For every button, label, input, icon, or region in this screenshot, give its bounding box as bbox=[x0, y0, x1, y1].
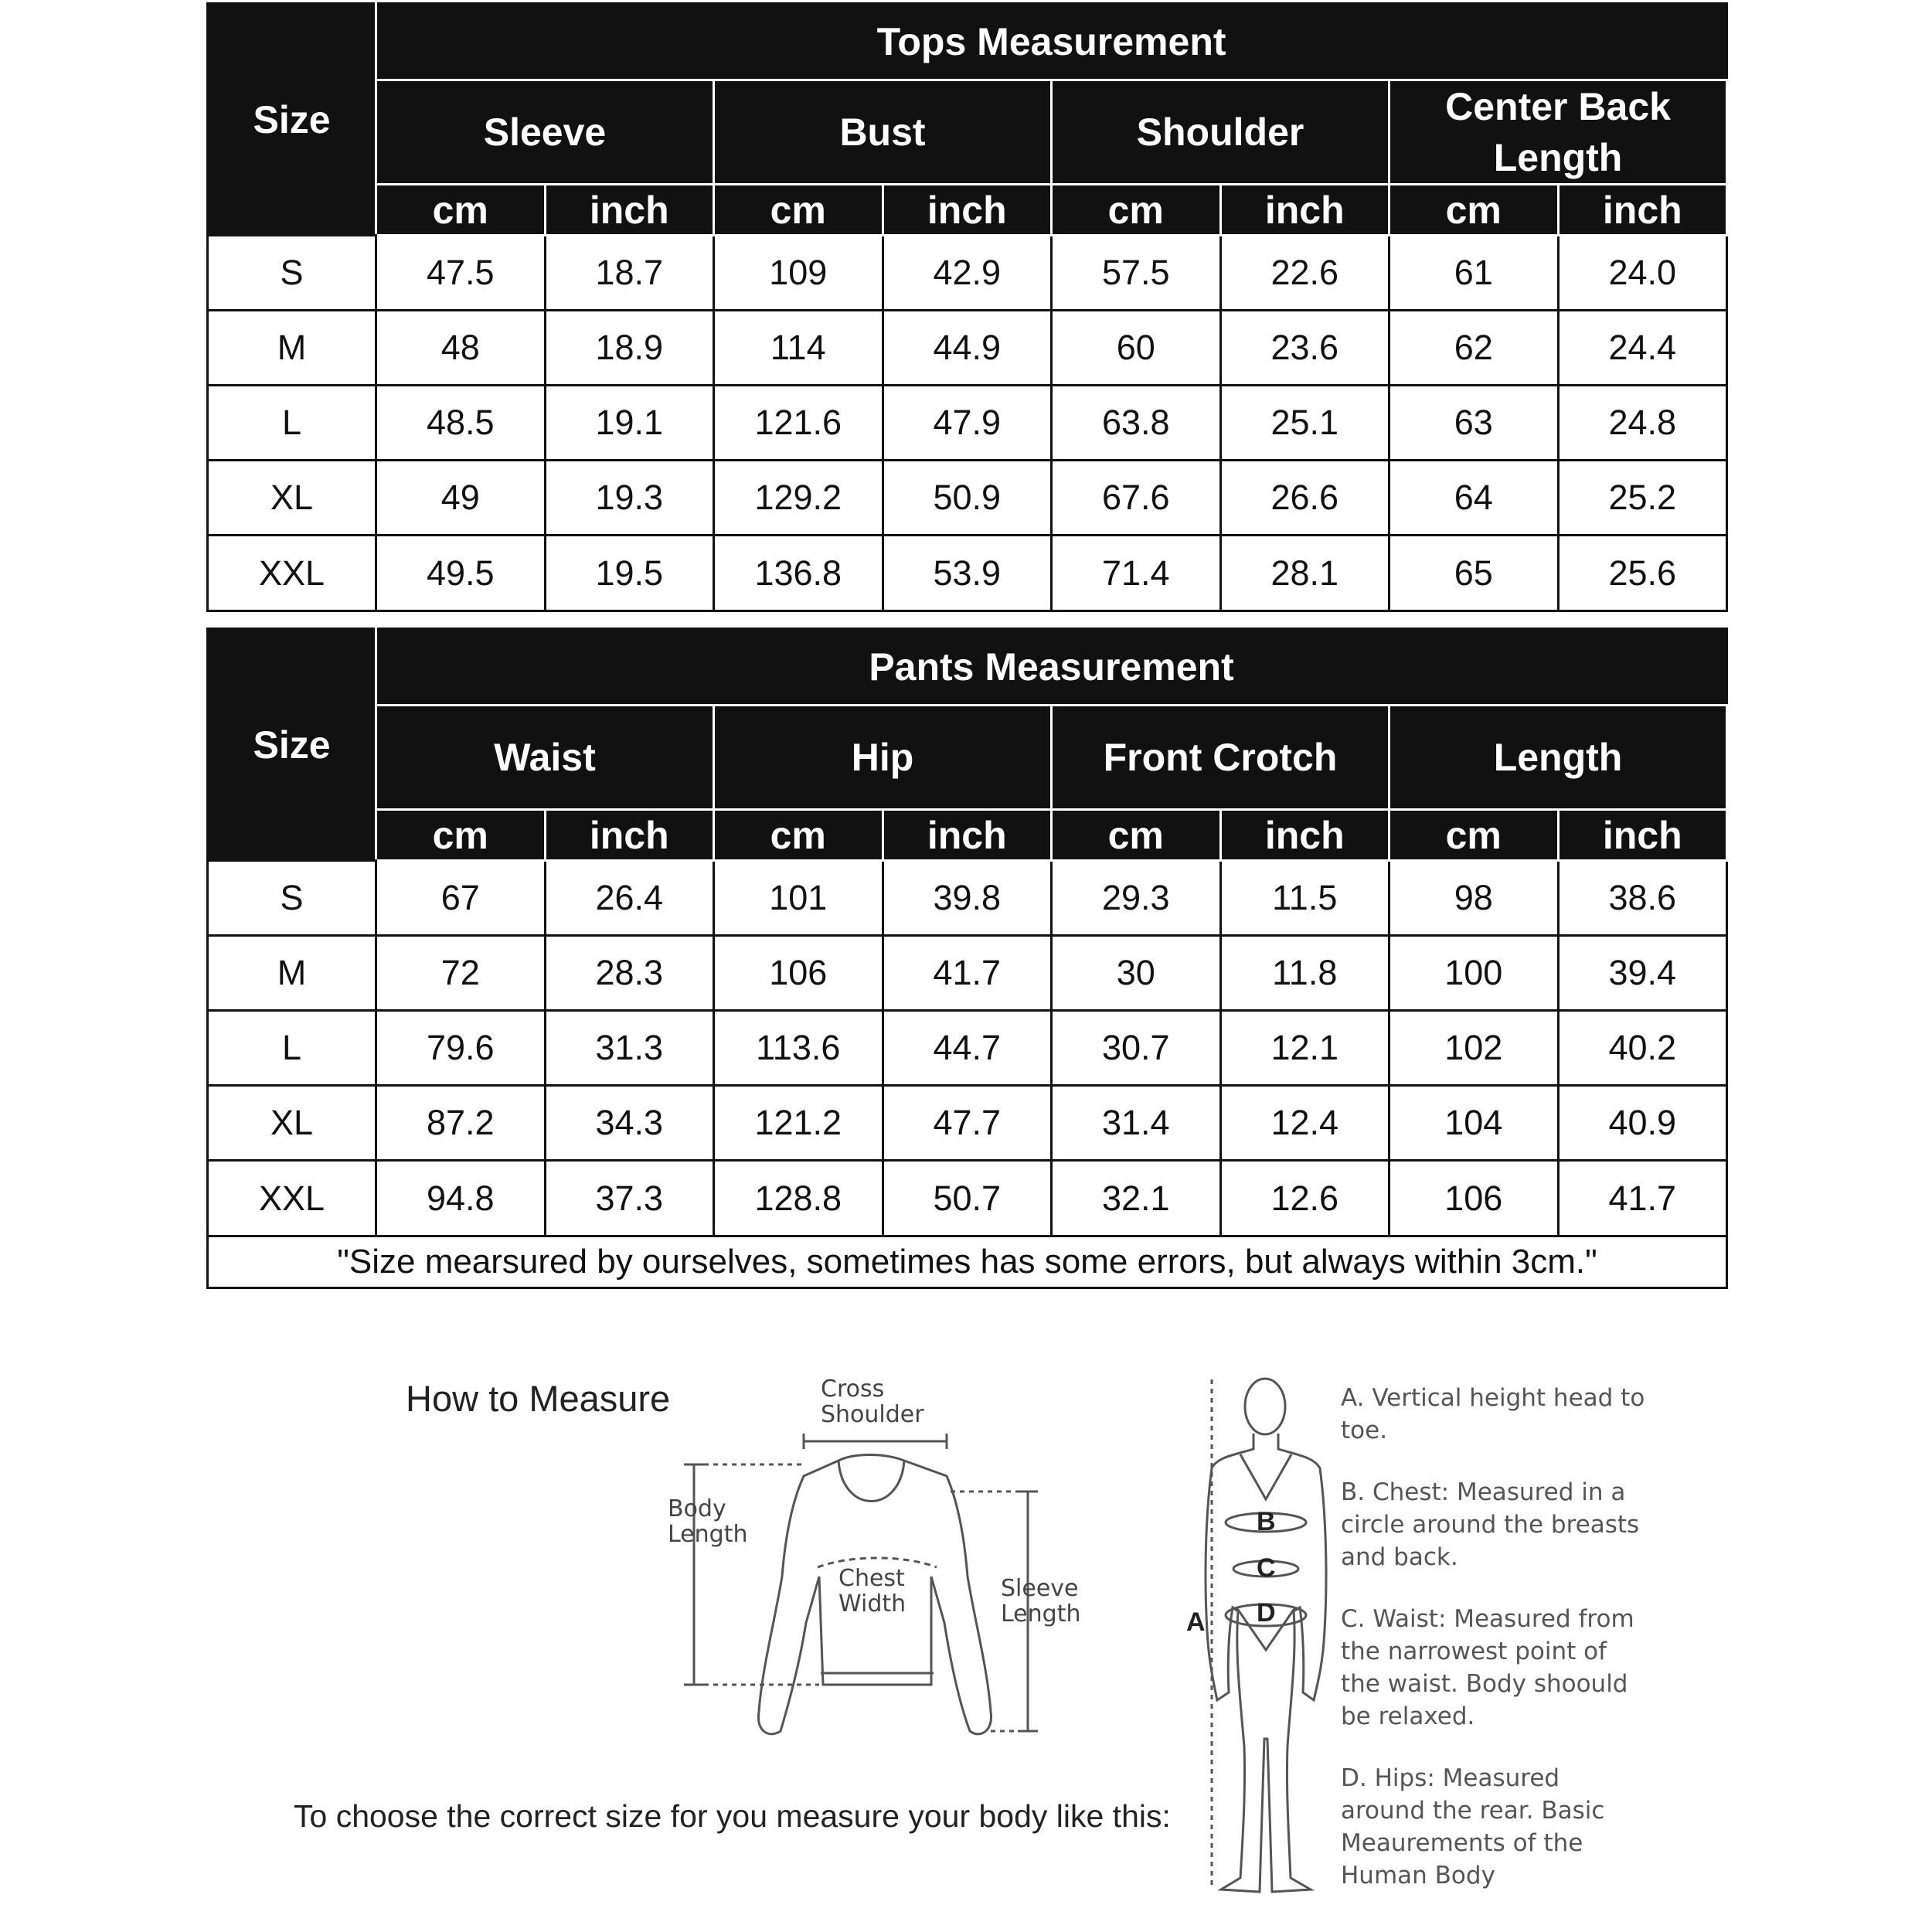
value-cell: 25.6 bbox=[1558, 536, 1727, 611]
legend-text: Hips: Measured around the rear. Basic Meaurements of the Human Body bbox=[1341, 1764, 1605, 1889]
value-cell: 24.0 bbox=[1558, 236, 1727, 311]
body-length-label: Body bbox=[668, 1495, 726, 1522]
group-header-front-crotch: Front Crotch bbox=[1052, 706, 1389, 810]
legend-item bbox=[1341, 1603, 1650, 1733]
group-header-hip: Hip bbox=[714, 706, 1052, 810]
unit-header: inch bbox=[1220, 185, 1389, 236]
value-cell: 44.7 bbox=[883, 1011, 1052, 1086]
tops-table-body bbox=[208, 236, 1727, 611]
value-cell: 38.6 bbox=[1558, 861, 1727, 936]
value-cell: 24.4 bbox=[1558, 311, 1727, 386]
value-cell: 61 bbox=[1389, 236, 1559, 311]
value-cell: 65 bbox=[1389, 536, 1559, 611]
value-cell: 12.6 bbox=[1220, 1161, 1389, 1236]
value-cell: 102 bbox=[1389, 1011, 1559, 1086]
how-to-measure-title: How to Measure bbox=[406, 1378, 671, 1419]
value-cell: 26.4 bbox=[545, 861, 714, 936]
legend-key: A. bbox=[1341, 1384, 1365, 1412]
value-cell: 49.5 bbox=[376, 536, 546, 611]
size-cell: S bbox=[208, 236, 376, 311]
value-cell: 31.3 bbox=[545, 1011, 714, 1086]
value-cell: 109 bbox=[714, 236, 883, 311]
group-header-shoulder: Shoulder bbox=[1052, 80, 1389, 185]
value-cell: 47.5 bbox=[376, 236, 546, 311]
body-outline bbox=[1206, 1434, 1326, 1892]
value-cell: 50.9 bbox=[883, 461, 1052, 536]
group-header-length: Length bbox=[1389, 706, 1727, 810]
size-cell: S bbox=[208, 861, 376, 936]
unit-header: inch bbox=[883, 810, 1052, 861]
value-cell: 26.6 bbox=[1220, 461, 1389, 536]
group-header-center-back-length: Center Back Length bbox=[1389, 80, 1727, 185]
measurement-legend bbox=[1341, 1382, 1650, 1921]
unit-header: cm bbox=[1052, 185, 1221, 236]
legend-item bbox=[1341, 1382, 1650, 1447]
value-cell: 47.9 bbox=[883, 386, 1052, 461]
table-row bbox=[208, 1011, 1727, 1086]
value-cell: 121.6 bbox=[714, 386, 883, 461]
value-cell: 98 bbox=[1389, 861, 1559, 936]
body-letter-c: C bbox=[1257, 1553, 1276, 1583]
body-letter-d: D bbox=[1257, 1598, 1276, 1628]
size-cell: M bbox=[208, 936, 376, 1011]
size-cell: L bbox=[208, 386, 376, 461]
value-cell: 28.3 bbox=[545, 936, 714, 1011]
body-measurement-diagram bbox=[1159, 1368, 1345, 1909]
value-cell: 12.1 bbox=[1220, 1011, 1389, 1086]
value-cell: 64 bbox=[1389, 461, 1559, 536]
size-cell: XL bbox=[208, 1086, 376, 1161]
value-cell: 50.7 bbox=[883, 1161, 1052, 1236]
value-cell: 94.8 bbox=[376, 1161, 546, 1236]
table-row bbox=[208, 461, 1727, 536]
size-cell: XXL bbox=[208, 1161, 376, 1236]
value-cell: 128.8 bbox=[714, 1161, 883, 1236]
legend-key: D. bbox=[1341, 1764, 1367, 1792]
unit-header: cm bbox=[714, 810, 883, 861]
value-cell: 106 bbox=[1389, 1161, 1559, 1236]
tops-measurement-table bbox=[206, 2, 1728, 612]
value-cell: 28.1 bbox=[1220, 536, 1389, 611]
value-cell: 113.6 bbox=[714, 1011, 883, 1086]
value-cell: 136.8 bbox=[714, 536, 883, 611]
unit-header: inch bbox=[1558, 810, 1727, 861]
value-cell: 30.7 bbox=[1052, 1011, 1221, 1086]
value-cell: 44.9 bbox=[883, 311, 1052, 386]
unit-header: inch bbox=[1220, 810, 1389, 861]
value-cell: 104 bbox=[1389, 1086, 1559, 1161]
table-row bbox=[208, 386, 1727, 461]
value-cell: 32.1 bbox=[1052, 1161, 1221, 1236]
value-cell: 79.6 bbox=[376, 1011, 546, 1086]
legend-key: C. bbox=[1341, 1605, 1366, 1633]
cross-shoulder-label: Cross bbox=[821, 1376, 885, 1403]
value-cell: 63.8 bbox=[1052, 386, 1221, 461]
value-cell: 18.9 bbox=[545, 311, 714, 386]
value-cell: 18.7 bbox=[545, 236, 714, 311]
value-cell: 87.2 bbox=[376, 1086, 546, 1161]
value-cell: 40.9 bbox=[1558, 1086, 1727, 1161]
value-cell: 25.1 bbox=[1220, 386, 1389, 461]
value-cell: 39.8 bbox=[883, 861, 1052, 936]
value-cell: 67.6 bbox=[1052, 461, 1221, 536]
legend-item bbox=[1341, 1476, 1650, 1573]
cross-shoulder-label: Shoulder bbox=[821, 1401, 924, 1428]
value-cell: 19.3 bbox=[545, 461, 714, 536]
value-cell: 24.8 bbox=[1558, 386, 1727, 461]
value-cell: 40.2 bbox=[1558, 1011, 1727, 1086]
legend-text: Chest: Measured in a circle around the breasts and back. bbox=[1341, 1478, 1640, 1571]
unit-header: inch bbox=[545, 185, 714, 236]
body-head bbox=[1245, 1379, 1285, 1434]
value-cell: 57.5 bbox=[1052, 236, 1221, 311]
unit-header: inch bbox=[883, 185, 1052, 236]
group-header-waist: Waist bbox=[376, 706, 714, 810]
value-cell: 34.3 bbox=[545, 1086, 714, 1161]
value-cell: 63 bbox=[1389, 386, 1559, 461]
value-cell: 25.2 bbox=[1558, 461, 1727, 536]
legend-text: Waist: Measured from the narrowest point of the waist. Body shoould be relaxed. bbox=[1341, 1605, 1634, 1730]
value-cell: 29.3 bbox=[1052, 861, 1221, 936]
unit-header: inch bbox=[545, 810, 714, 861]
measure-instruction: To choose the correct size for you measure your body like this: bbox=[294, 1798, 1171, 1834]
value-cell: 41.7 bbox=[1558, 1161, 1727, 1236]
value-cell: 31.4 bbox=[1052, 1086, 1221, 1161]
unit-header: cm bbox=[376, 185, 546, 236]
value-cell: 100 bbox=[1389, 936, 1559, 1011]
unit-header: inch bbox=[1558, 185, 1727, 236]
value-cell: 72 bbox=[376, 936, 546, 1011]
chest-width-label: Chest bbox=[838, 1565, 905, 1592]
value-cell: 30 bbox=[1052, 936, 1221, 1011]
table-row bbox=[208, 1086, 1727, 1161]
measurement-note: "Size mearsured by ourselves, sometimes has some errors, but always within 3cm." bbox=[208, 1236, 1727, 1288]
value-cell: 37.3 bbox=[545, 1161, 714, 1236]
table-row bbox=[208, 236, 1727, 311]
sweater-neckline bbox=[838, 1461, 904, 1502]
value-cell: 121.2 bbox=[714, 1086, 883, 1161]
table-row bbox=[208, 861, 1727, 936]
body-letter-b: B bbox=[1257, 1507, 1276, 1536]
value-cell: 106 bbox=[714, 936, 883, 1011]
chest-width-label: Width bbox=[838, 1590, 906, 1617]
value-cell: 67 bbox=[376, 861, 546, 936]
pants-table-body bbox=[208, 861, 1727, 1236]
size-header: Size bbox=[208, 629, 376, 861]
body-neckline bbox=[1240, 1454, 1291, 1499]
value-cell: 11.8 bbox=[1220, 936, 1389, 1011]
value-cell: 12.4 bbox=[1220, 1086, 1389, 1161]
table-row bbox=[208, 536, 1727, 611]
value-cell: 41.7 bbox=[883, 936, 1052, 1011]
value-cell: 39.4 bbox=[1558, 936, 1727, 1011]
size-cell: XL bbox=[208, 461, 376, 536]
size-header: Size bbox=[208, 4, 376, 236]
legend-item bbox=[1341, 1762, 1650, 1892]
value-cell: 11.5 bbox=[1220, 861, 1389, 936]
value-cell: 22.6 bbox=[1220, 236, 1389, 311]
unit-header: cm bbox=[1389, 810, 1559, 861]
sleeve-length-label: Length bbox=[1001, 1600, 1081, 1628]
sweater-measurement-diagram bbox=[649, 1368, 1113, 1754]
group-header-bust: Bust bbox=[714, 80, 1052, 185]
sleeve-length-label: Sleeve bbox=[1001, 1575, 1079, 1602]
value-cell: 19.1 bbox=[545, 386, 714, 461]
unit-header: cm bbox=[1052, 810, 1221, 861]
value-cell: 48 bbox=[376, 311, 546, 386]
value-cell: 48.5 bbox=[376, 386, 546, 461]
unit-header: cm bbox=[1389, 185, 1559, 236]
value-cell: 129.2 bbox=[714, 461, 883, 536]
size-cell: XXL bbox=[208, 536, 376, 611]
group-header-sleeve: Sleeve bbox=[376, 80, 714, 185]
legend-text: Vertical height head to toe. bbox=[1341, 1384, 1645, 1444]
value-cell: 71.4 bbox=[1052, 536, 1221, 611]
pants-measurement-table bbox=[206, 628, 1728, 1289]
size-cell: M bbox=[208, 311, 376, 386]
value-cell: 60 bbox=[1052, 311, 1221, 386]
table-title: Pants Measurement bbox=[376, 629, 1727, 706]
unit-header: cm bbox=[714, 185, 883, 236]
table-title: Tops Measurement bbox=[376, 4, 1727, 80]
value-cell: 114 bbox=[714, 311, 883, 386]
value-cell: 62 bbox=[1389, 311, 1559, 386]
body-length-label: Length bbox=[668, 1521, 748, 1548]
value-cell: 42.9 bbox=[883, 236, 1052, 311]
legend-key: B. bbox=[1341, 1478, 1366, 1506]
body-letter-a: A bbox=[1186, 1607, 1206, 1637]
value-cell: 19.5 bbox=[545, 536, 714, 611]
value-cell: 101 bbox=[714, 861, 883, 936]
table-row bbox=[208, 936, 1727, 1011]
unit-header: cm bbox=[376, 810, 546, 861]
table-row bbox=[208, 1161, 1727, 1236]
value-cell: 47.7 bbox=[883, 1086, 1052, 1161]
size-cell: L bbox=[208, 1011, 376, 1086]
value-cell: 49 bbox=[376, 461, 546, 536]
value-cell: 23.6 bbox=[1220, 311, 1389, 386]
table-row bbox=[208, 311, 1727, 386]
value-cell: 53.9 bbox=[883, 536, 1052, 611]
